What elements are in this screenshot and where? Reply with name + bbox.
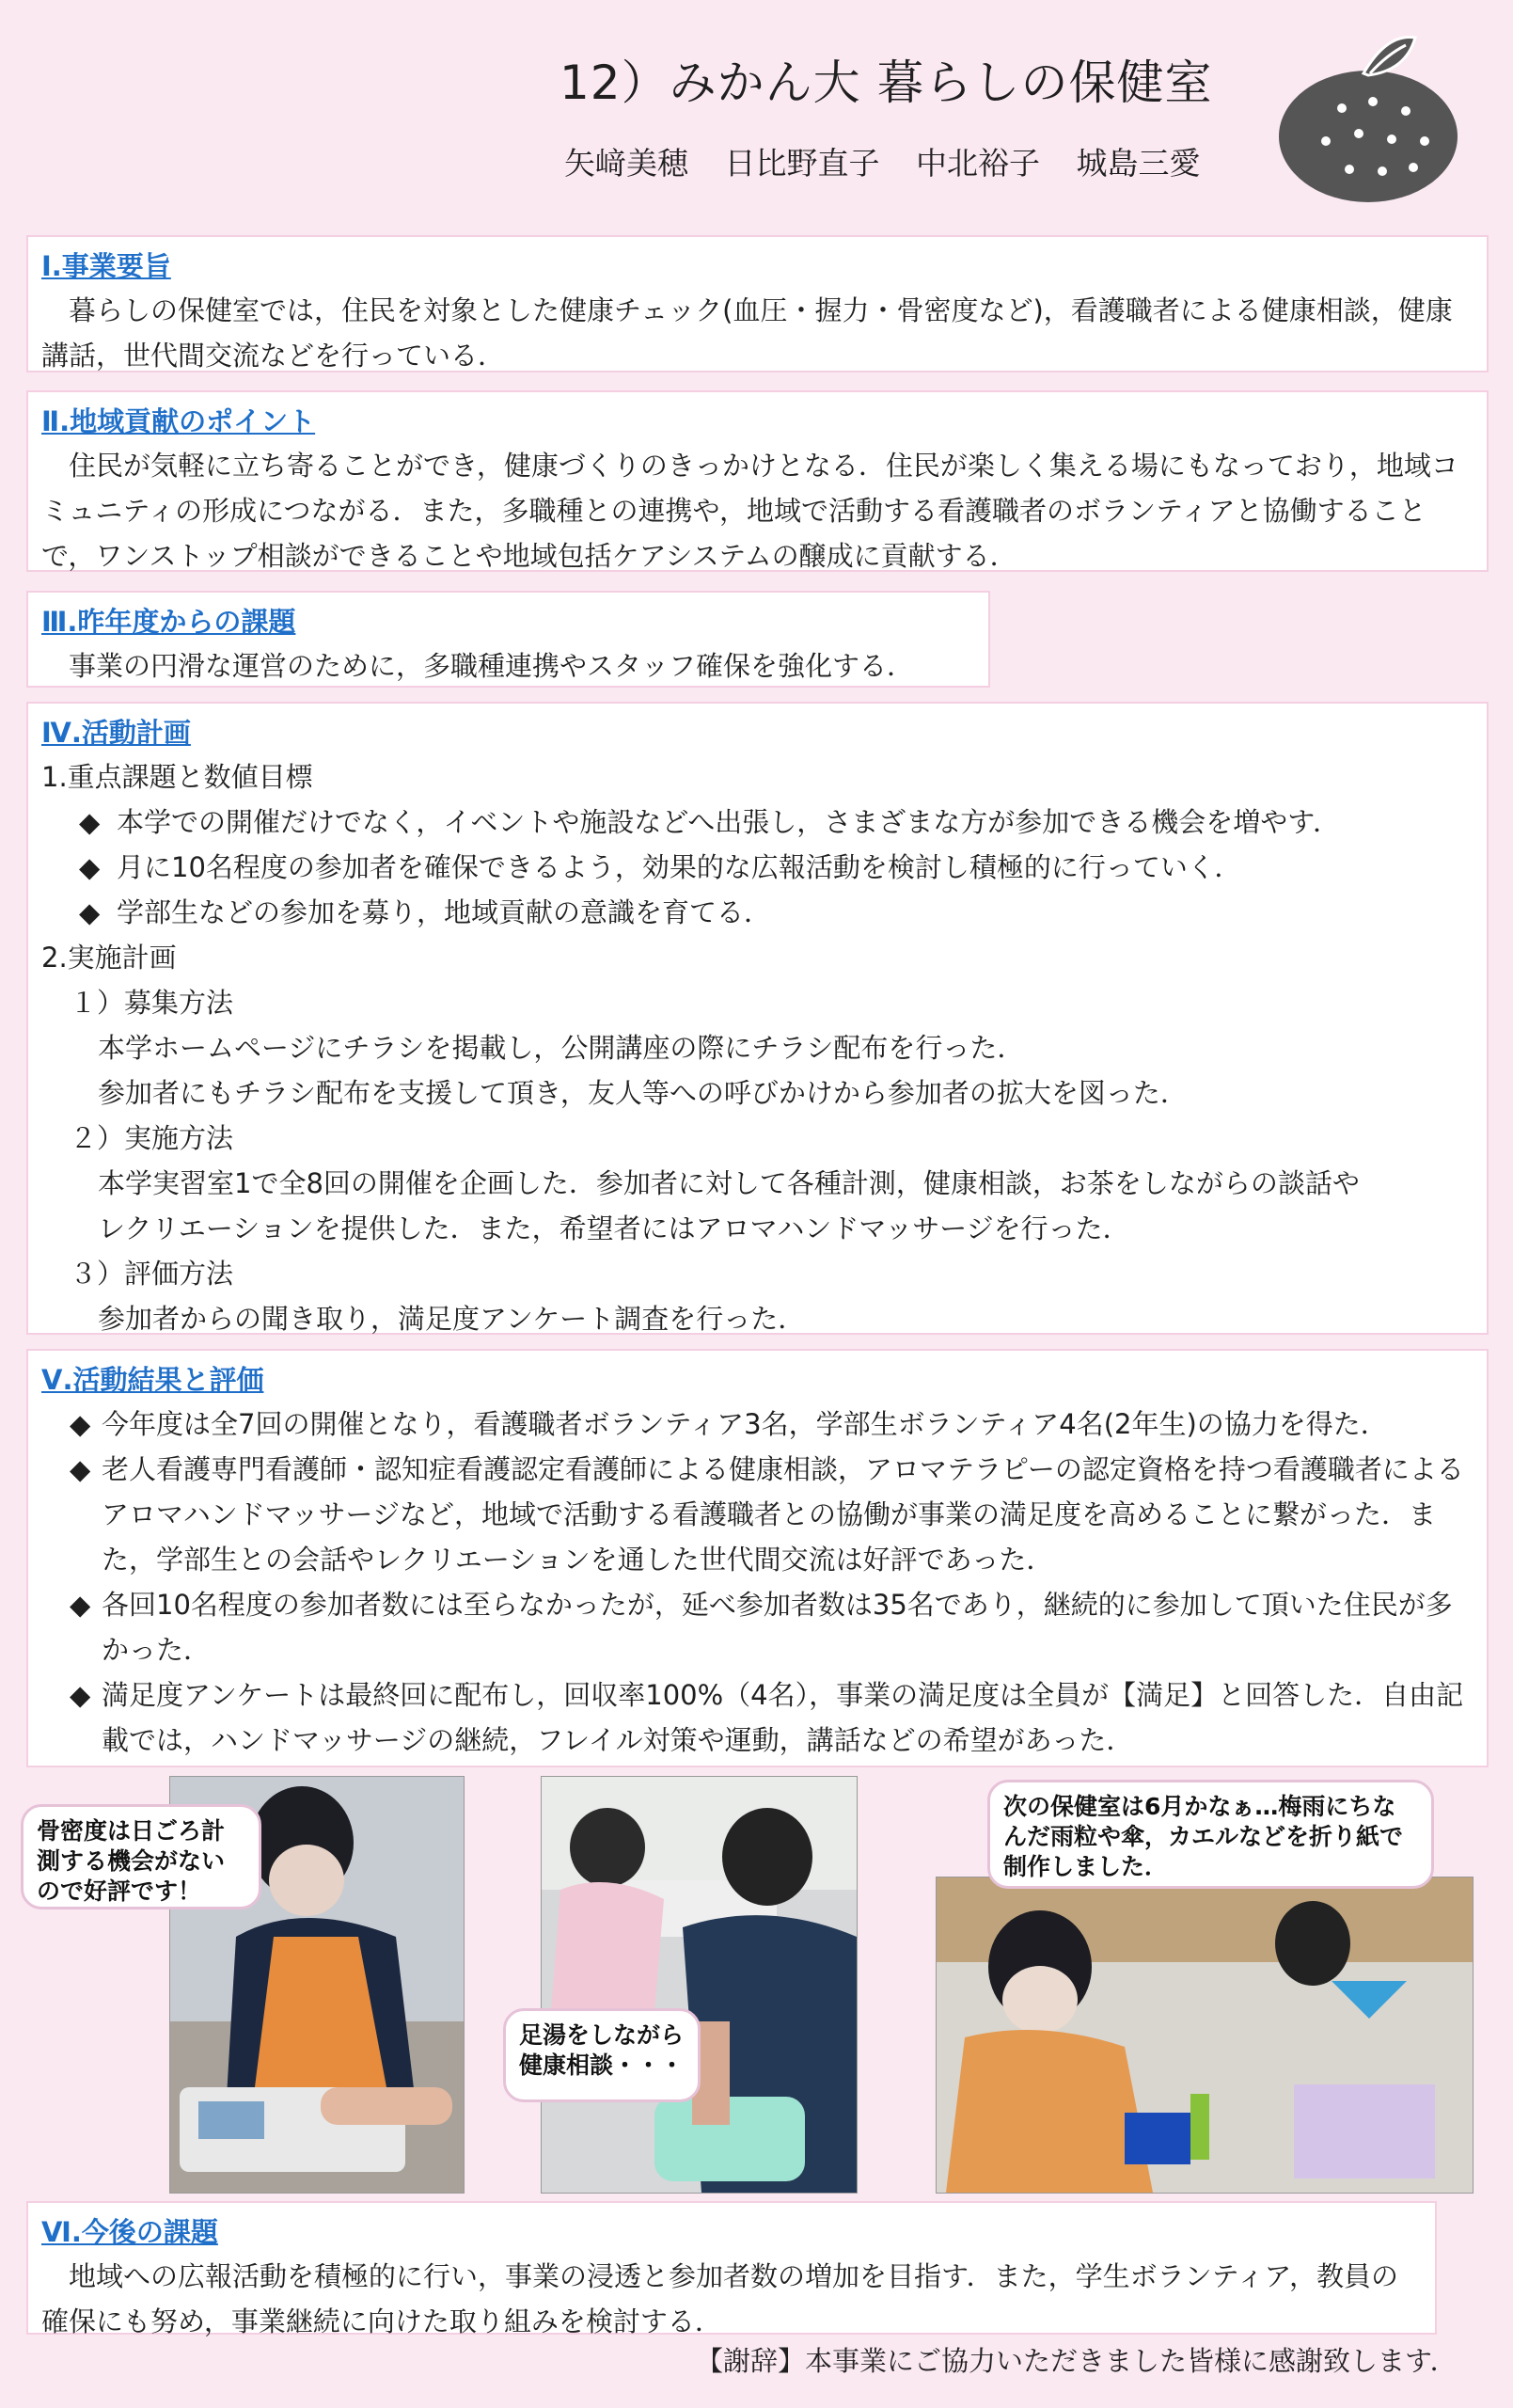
method-line: 参加者からの聞き取り，満足度アンケート調査を行った． (98, 1303, 806, 1335)
section-title: Ⅳ.活動計画 (41, 717, 191, 749)
author-name: 日比野直子 (724, 145, 880, 182)
author-list (564, 139, 1201, 183)
section-future (26, 2201, 1437, 2335)
section-issues (26, 591, 990, 688)
author-name: 矢﨑美穂 (564, 145, 688, 182)
list-item: ◆ 今年度は全7回の開催となり，看護職者ボランティア3名，学部生ボランティア4名(2年生)の協力を得た． (41, 1402, 1474, 1447)
page-title: 12）みかん大 暮らしの保健室 (559, 55, 1213, 110)
plan-subheading: 2.実施計画 (41, 942, 177, 974)
photo-illustration (937, 1877, 1473, 2193)
photo-illustration (542, 1777, 857, 2193)
speech-bubble: 骨密度は日ごろ計測する機会がないので好評です！ (21, 1804, 261, 1909)
method-line: 本学ホームページにチラシを掲載し，公開講座の際にチラシ配布を行った． (98, 1032, 1025, 1064)
speech-bubble: 足湯をしながら健康相談・・・ (503, 2008, 701, 2102)
list-item: ◆ 月に10名程度の参加者を確保できるよう，効果的な広報活動を検討し積極的に行っていく． (41, 845, 1474, 890)
photo-footbath (541, 1776, 858, 2194)
method-heading: １）募集方法 (70, 987, 234, 1019)
list-item: ◆ 満足度アンケートは最終回に配布し，回収率100%（4名），事業の満足度は全員が【満足】と回答した．自由記載では，ハンドマッサージの継続，フレイル対策や運動，講話などの希望があった． (41, 1672, 1474, 1763)
section-body: 事業の円滑な運営のために，多職種連携やスタッフ確保を強化する． (41, 650, 915, 682)
method-heading: ３）評価方法 (70, 1258, 234, 1290)
mikan-icon (1274, 28, 1472, 207)
section-plan (26, 702, 1489, 1335)
section-results (26, 1349, 1489, 1767)
photo-origami (936, 1877, 1474, 2194)
author-name: 中北裕子 (916, 145, 1040, 182)
acknowledgement: 【謝辞】本事業にご協力いただきました皆様に感謝致します． (696, 2345, 1458, 2377)
diamond-bullet-icon: ◆ (70, 1589, 91, 1621)
diamond-bullet-icon: ◆ (70, 1408, 91, 1440)
method-heading: ２）実施方法 (70, 1122, 234, 1154)
section-contribution (26, 390, 1489, 572)
method-line: 本学実習室1で全8回の開催を企画した．参加者に対して各種計測，健康相談，お茶をしながらの談話や (98, 1167, 1360, 1199)
section-body: 地域への広報活動を積極的に行い，事業の浸透と参加者数の増加を目指す．また，学生ボランティア，教員の確保にも努め，事業継続に向けた取り組みを検討する． (41, 2260, 1399, 2337)
section-title: Ⅵ.今後の課題 (41, 2216, 218, 2248)
diamond-bullet-icon: ◆ (79, 806, 101, 838)
author-name: 城島三愛 (1076, 145, 1201, 182)
method-line: レクリエーションを提供した．また，希望者にはアロマハンドマッサージを行った． (98, 1212, 1130, 1244)
section-title: Ⅰ.事業要旨 (41, 250, 171, 282)
list-item: ◆ 老人看護専門看護師・認知症看護認定看護師による健康相談，アロマテラピーの認定資格を持つ看護職者によるアロマハンドマッサージなど，地域で活動する看護職者との協働が事業の満足度を高めることに繋がった．また，学部生との会話やレクリエーションを通した世代間交流は好評であった． (41, 1447, 1474, 1582)
section-summary (26, 235, 1489, 372)
diamond-bullet-icon: ◆ (70, 1453, 91, 1485)
section-title: Ⅴ.活動結果と評価 (41, 1364, 264, 1396)
diamond-bullet-icon: ◆ (79, 851, 101, 883)
section-body: 住民が気軽に立ち寄ることができ，健康づくりのきっかけとなる．住民が楽しく集える場にもなっており，地域コミュニティの形成につながる．また，多職種との連携や，地域で活動する看護職者のボランティアと協働することで，ワンストップ相談ができることや地域包括ケアシステムの醸成に貢献する． (41, 450, 1458, 572)
section-body: 暮らしの保健室では，住民を対象とした健康チェック(血圧・握力・骨密度など)，看護職者による健康相談，健康講話，世代間交流などを行っている． (41, 294, 1453, 372)
plan-subheading: 1.重点課題と数値目標 (41, 761, 313, 793)
section-title: Ⅲ.昨年度からの課題 (41, 606, 296, 638)
diamond-bullet-icon: ◆ (79, 896, 101, 928)
list-item: ◆ 学部生などの参加を募り，地域貢献の意識を育てる． (41, 890, 1474, 935)
section-title: Ⅱ.地域貢献のポイント (41, 405, 316, 437)
method-line: 参加者にもチラシ配布を支援して頂き，友人等への呼びかけから参加者の拡大を図った． (98, 1077, 1188, 1109)
list-item: ◆ 本学での開催だけでなく，イベントや施設などへ出張し，さまざまな方が参加できる機会を増やす． (41, 800, 1474, 845)
list-item: ◆ 各回10名程度の参加者数には至らなかったが，延べ参加者数は35名であり，継続的に参加して頂いた住民が多かった． (41, 1582, 1474, 1672)
speech-bubble: 次の保健室は6月かなぁ…梅雨にちなんだ雨粒や傘，カエルなどを折り紙で制作しました． (987, 1780, 1434, 1889)
diamond-bullet-icon: ◆ (70, 1679, 91, 1711)
